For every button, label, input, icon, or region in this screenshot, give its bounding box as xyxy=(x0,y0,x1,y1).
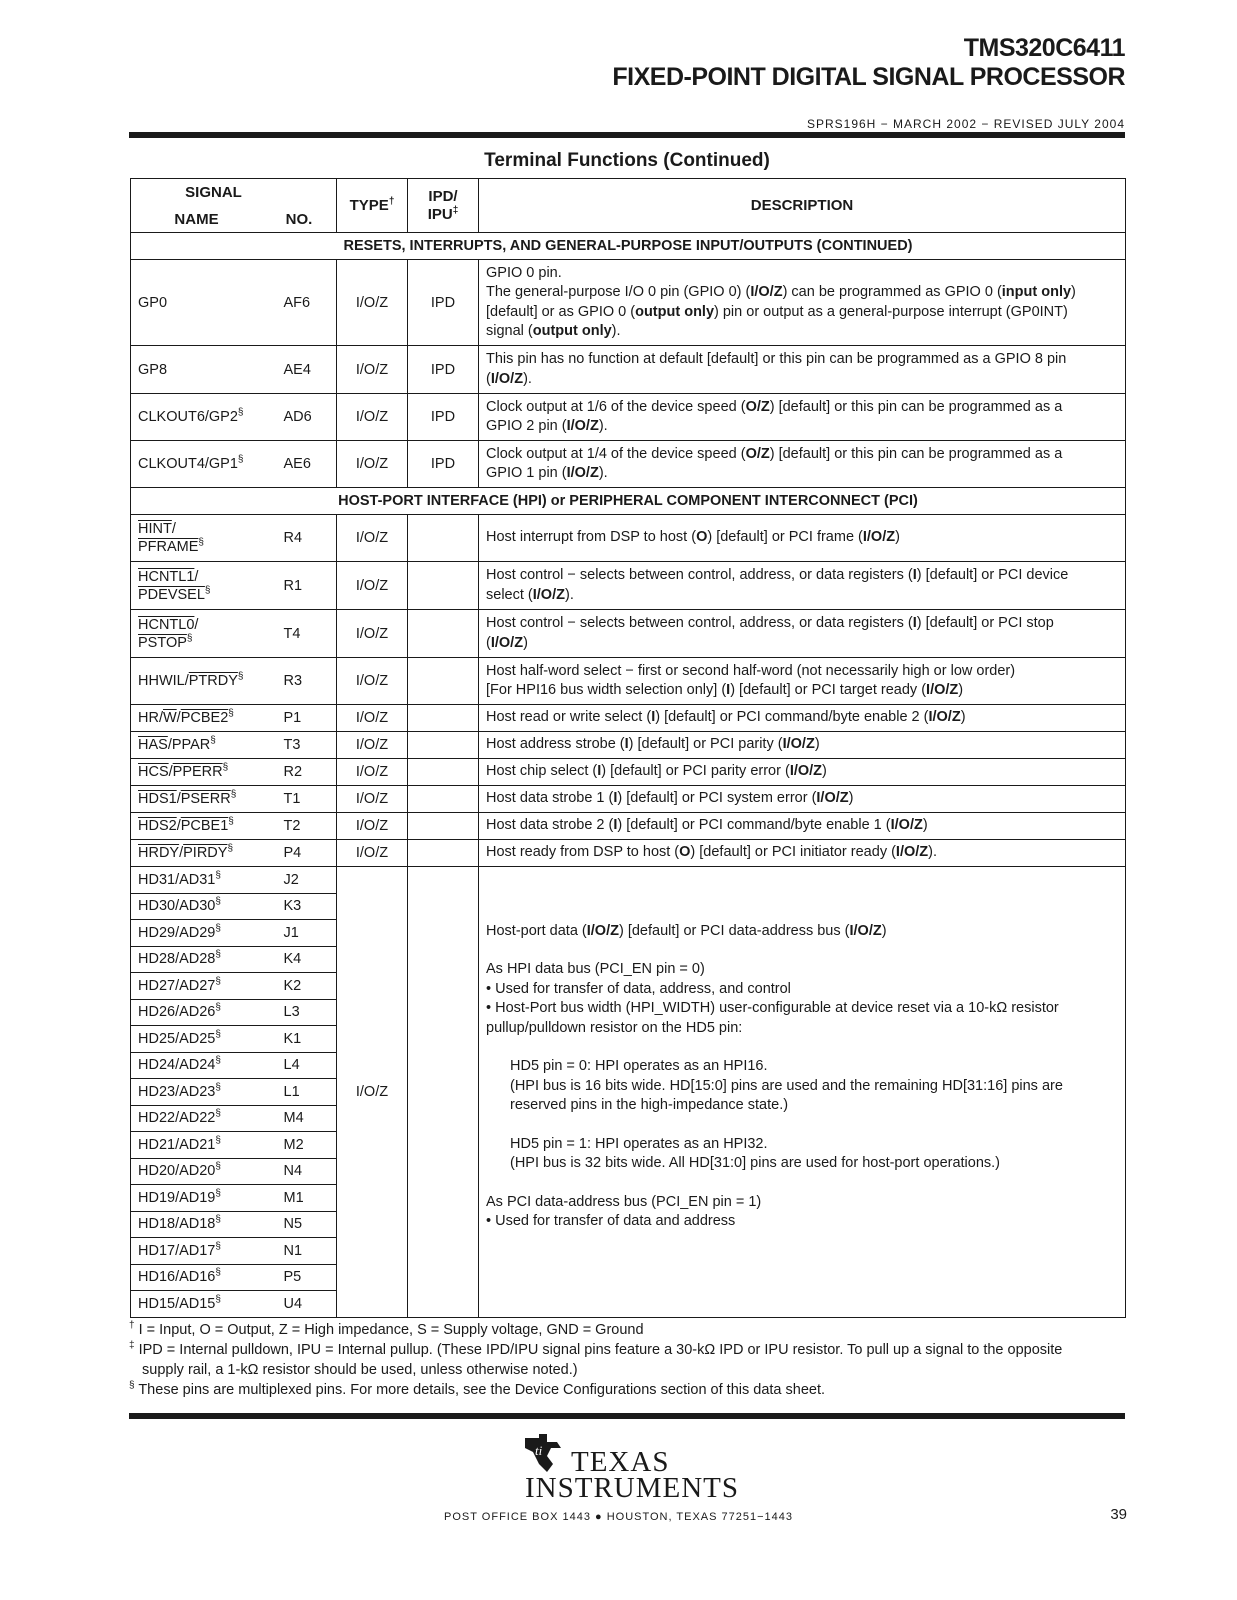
pin-number: N5 xyxy=(277,1211,337,1238)
pin-number: AD6 xyxy=(277,394,337,441)
pin-number: AE6 xyxy=(277,441,337,488)
signal-description: This pin has no function at default [default] or this pin can be programmed as a GPIO 8 pin (I/O/Z). xyxy=(479,346,1126,394)
signal-name: HD22/AD22§ xyxy=(131,1105,277,1132)
signal-type: I/O/Z xyxy=(337,515,408,562)
pin-number: K4 xyxy=(277,946,337,973)
svg-text:ti: ti xyxy=(535,1443,543,1458)
signal-ipd xyxy=(408,759,479,786)
pin-number: J2 xyxy=(277,867,337,894)
pin-number: P5 xyxy=(277,1264,337,1291)
name-header: NAME xyxy=(174,210,219,228)
table-row xyxy=(131,610,1126,658)
signal-ipd xyxy=(408,705,479,732)
signal-name: HD30/AD30§ xyxy=(131,893,277,920)
table-row xyxy=(131,705,1126,732)
signal-ipd xyxy=(408,610,479,658)
table-row xyxy=(131,732,1126,759)
table-header-row xyxy=(131,179,1126,233)
signal-name: HD26/AD26§ xyxy=(131,999,277,1026)
signal-ipd: IPD xyxy=(408,394,479,441)
pin-number: AF6 xyxy=(277,260,337,346)
product-title: FIXED-POINT DIGITAL SIGNAL PROCESSOR xyxy=(612,63,1125,91)
signal-type: I/O/Z xyxy=(337,394,408,441)
pin-number: R3 xyxy=(277,658,337,705)
signal-name: HINT/ PFRAME§ xyxy=(131,515,277,562)
ipd-header: IPD/ IPU‡ xyxy=(408,179,479,233)
signal-name: HCNTL1/ PDEVSEL§ xyxy=(131,562,277,610)
signal-type: I/O/Z xyxy=(337,260,408,346)
signal-name: HD20/AD20§ xyxy=(131,1158,277,1185)
table-row xyxy=(131,759,1126,786)
signal-description: Host data strobe 1 (I) [default] or PCI system error (I/O/Z) xyxy=(479,786,1126,813)
postal-address: POST OFFICE BOX 1443 ● HOUSTON, TEXAS 77251−1443 xyxy=(443,1511,794,1523)
terminal-functions-table xyxy=(130,178,1126,1318)
pin-number: M2 xyxy=(277,1132,337,1159)
pin-number: N4 xyxy=(277,1158,337,1185)
signal-name: HD15/AD15§ xyxy=(131,1291,277,1318)
pin-number: L1 xyxy=(277,1079,337,1106)
table-row xyxy=(131,786,1126,813)
signal-name: HCNTL0/ PSTOP§ xyxy=(131,610,277,658)
document-reference: SPRS196H − MARCH 2002 − REVISED JULY 2004 xyxy=(806,117,1125,131)
pin-number: K3 xyxy=(277,893,337,920)
signal-type: I/O/Z xyxy=(337,786,408,813)
no-header: NO. xyxy=(285,210,313,228)
signal-description: Host half-word select − first or second half-word (not necessarily high or low order) [For HPI16 bus width selection only] (I) [default] or PCI target ready (I/O/Z) xyxy=(479,658,1126,705)
table-row xyxy=(131,441,1126,488)
table-row xyxy=(131,260,1126,346)
signal-type: I/O/Z xyxy=(337,562,408,610)
signal-ipd: IPD xyxy=(408,260,479,346)
signal-description: Host-port data (I/O/Z) [default] or PCI data-address bus (I/O/Z) As HPI data bus (PCI_EN pin = 0) • Used for transfer of data, address, and control • Host-Port bus width (HPI_WIDTH) user-configurable at device reset via a 10-kΩ resistor pullup/pulldown resistor on the HD5 pin: HD5 pin = 0: HPI operates as an HPI16. (HPI bus is 16 bits wide. HD[15:0] pins are used and the remaining HD[31:16] pins are reserved pins in the high-impedance state.) HD5 pin = 1: HPI operates as an HPI32. (HPI bus is 32 bits wide. All HD[31:0] pins are used for host-port operations.) As PCI data-address bus (PCI_EN pin = 1) • Used for transfer of data and address xyxy=(479,867,1126,1318)
pin-number: T1 xyxy=(277,786,337,813)
signal-name: HD18/AD18§ xyxy=(131,1211,277,1238)
table-row xyxy=(131,813,1126,840)
page-number: 39 xyxy=(1110,1506,1127,1523)
signal-description: Host read or write select (I) [default] or PCI command/byte enable 2 (I/O/Z) xyxy=(479,705,1126,732)
signal-description: Clock output at 1/6 of the device speed (O/Z) [default] or this pin can be programmed as a GPIO 2 pin (I/O/Z). xyxy=(479,394,1126,441)
pin-number: P1 xyxy=(277,705,337,732)
logo-text-instruments: INSTRUMENTS xyxy=(525,1472,740,1504)
signal-description: Host control − selects between control, address, or data registers (I) [default] or PCI stop (I/O/Z) xyxy=(479,610,1126,658)
signal-type: I/O/Z xyxy=(337,732,408,759)
signal-name: HD16/AD16§ xyxy=(131,1264,277,1291)
signal-type: I/O/Z xyxy=(337,610,408,658)
footnotes xyxy=(129,1320,1125,1400)
signal-type: I/O/Z xyxy=(337,813,408,840)
logo-text-texas: TEXAS xyxy=(571,1446,670,1478)
table-row xyxy=(131,840,1126,867)
part-number: TMS320C6411 xyxy=(963,34,1125,62)
table-title: Terminal Functions (Continued) xyxy=(484,150,770,171)
table-row xyxy=(131,515,1126,562)
pin-number: K2 xyxy=(277,973,337,1000)
signal-name: HD19/AD19§ xyxy=(131,1185,277,1212)
signal-description: Host interrupt from DSP to host (O) [default] or PCI frame (I/O/Z) xyxy=(479,515,1126,562)
signal-description: Host data strobe 2 (I) [default] or PCI command/byte enable 1 (I/O/Z) xyxy=(479,813,1126,840)
signal-description: GPIO 0 pin. The general-purpose I/O 0 pin (GPIO 0) (I/O/Z) can be programmed as GPIO 0 (input only) [default] or as GPIO 0 (output only) pin or output as a general-purpose interrupt (GP0INT) signal (output only). xyxy=(479,260,1126,346)
signal-name: CLKOUT6/GP2§ xyxy=(131,394,277,441)
pin-number: U4 xyxy=(277,1291,337,1318)
signal-name: GP0 xyxy=(131,260,277,346)
pin-number: T3 xyxy=(277,732,337,759)
pin-number: AE4 xyxy=(277,346,337,394)
pin-number: L4 xyxy=(277,1052,337,1079)
footnote-ipd-continued: supply rail, a 1-kΩ resistor should be used, unless otherwise noted.) xyxy=(142,1362,578,1378)
signal-name: HD24/AD24§ xyxy=(131,1052,277,1079)
signal-name: HD21/AD21§ xyxy=(131,1132,277,1159)
signal-ipd: IPD xyxy=(408,441,479,488)
signal-type: I/O/Z xyxy=(337,840,408,867)
description-header: DESCRIPTION xyxy=(479,179,1126,233)
pin-number: M4 xyxy=(277,1105,337,1132)
signal-type: I/O/Z xyxy=(337,759,408,786)
section-row: RESETS, INTERRUPTS, AND GENERAL-PURPOSE INPUT/OUTPUTS (CONTINUED) xyxy=(131,233,1126,260)
signal-type: I/O/Z xyxy=(337,705,408,732)
signal-name: HRDY/PIRDY§ xyxy=(131,840,277,867)
pin-number: T2 xyxy=(277,813,337,840)
bottom-rule xyxy=(129,1413,1125,1419)
signal-ipd xyxy=(408,786,479,813)
pin-number: M1 xyxy=(277,1185,337,1212)
pin-number: R4 xyxy=(277,515,337,562)
signal-ipd xyxy=(408,867,479,1318)
signal-name: $HR/\overline{W}/PCBE2^\S$ xyxy=(131,705,277,732)
type-header: TYPE† xyxy=(337,179,408,233)
signal-header-label: SIGNAL xyxy=(185,183,242,201)
signal-type: I/O/Z xyxy=(337,441,408,488)
table-row xyxy=(131,394,1126,441)
signal-ipd xyxy=(408,813,479,840)
signal-ipd xyxy=(408,658,479,705)
pin-number: J1 xyxy=(277,920,337,947)
ti-state-icon xyxy=(521,1434,567,1474)
signal-ipd xyxy=(408,515,479,562)
signal-name: HD28/AD28§ xyxy=(131,946,277,973)
signal-name: HDS1/PSERR§ xyxy=(131,786,277,813)
signal-name: $\overline{HAS}/PPAR^\S$ xyxy=(131,732,277,759)
table-row xyxy=(131,658,1126,705)
table-row xyxy=(131,562,1126,610)
signal-type: I/O/Z xyxy=(337,658,408,705)
signal-ipd xyxy=(408,562,479,610)
signal-name: CLKOUT4/GP1§ xyxy=(131,441,277,488)
document-header-title xyxy=(612,34,1125,92)
texas-instruments-logo xyxy=(521,1432,740,1508)
footnote-ipd: ‡ IPD = Internal pulldown, IPU = Internal pullup. (These IPD/IPU signal pins feature a 30-kΩ IPD or IPU resistor. To pull up a signal to the opposite xyxy=(129,1340,1063,1358)
signal-name: HDS2/PCBE1§ xyxy=(131,813,277,840)
signal-description: Clock output at 1/4 of the device speed (O/Z) [default] or this pin can be programmed as a GPIO 1 pin (I/O/Z). xyxy=(479,441,1126,488)
top-rule xyxy=(129,132,1125,138)
signal-name: HD25/AD25§ xyxy=(131,1026,277,1053)
signal-name: HD31/AD31§ xyxy=(131,867,277,894)
table-row xyxy=(131,346,1126,394)
signal-description: Host ready from DSP to host (O) [default] or PCI initiator ready (I/O/Z). xyxy=(479,840,1126,867)
signal-name: HD23/AD23§ xyxy=(131,1079,277,1106)
signal-ipd: IPD xyxy=(408,346,479,394)
pin-number: K1 xyxy=(277,1026,337,1053)
signal-name: HHWIL/PTRDY§ xyxy=(131,658,277,705)
pin-number: T4 xyxy=(277,610,337,658)
signal-header xyxy=(131,179,337,233)
table-row xyxy=(131,867,1126,894)
section-row: HOST-PORT INTERFACE (HPI) or PERIPHERAL COMPONENT INTERCONNECT (PCI) xyxy=(131,488,1126,515)
signal-description: Host control − selects between control, address, or data registers (I) [default] or PCI device select (I/O/Z). xyxy=(479,562,1126,610)
signal-name: $\overline{HCS}/PPERR^\S$ xyxy=(131,759,277,786)
pin-number: R1 xyxy=(277,562,337,610)
signal-name: HD27/AD27§ xyxy=(131,973,277,1000)
footnote-type: † I = Input, O = Output, Z = High impedance, S = Supply voltage, GND = Ground xyxy=(129,1320,644,1338)
signal-type: I/O/Z xyxy=(337,867,408,1318)
footnote-multiplexed: § These pins are multiplexed pins. For more details, see the Device Configurations section of this data sheet. xyxy=(129,1380,826,1398)
signal-name: GP8 xyxy=(131,346,277,394)
pin-number: N1 xyxy=(277,1238,337,1265)
signal-description: Host address strobe (I) [default] or PCI parity (I/O/Z) xyxy=(479,732,1126,759)
signal-description: Host chip select (I) [default] or PCI parity error (I/O/Z) xyxy=(479,759,1126,786)
signal-name: HD17/AD17§ xyxy=(131,1238,277,1265)
pin-number: R2 xyxy=(277,759,337,786)
signal-ipd xyxy=(408,732,479,759)
signal-ipd xyxy=(408,840,479,867)
pin-number: L3 xyxy=(277,999,337,1026)
signal-name: HD29/AD29§ xyxy=(131,920,277,947)
signal-type: I/O/Z xyxy=(337,346,408,394)
pin-number: P4 xyxy=(277,840,337,867)
